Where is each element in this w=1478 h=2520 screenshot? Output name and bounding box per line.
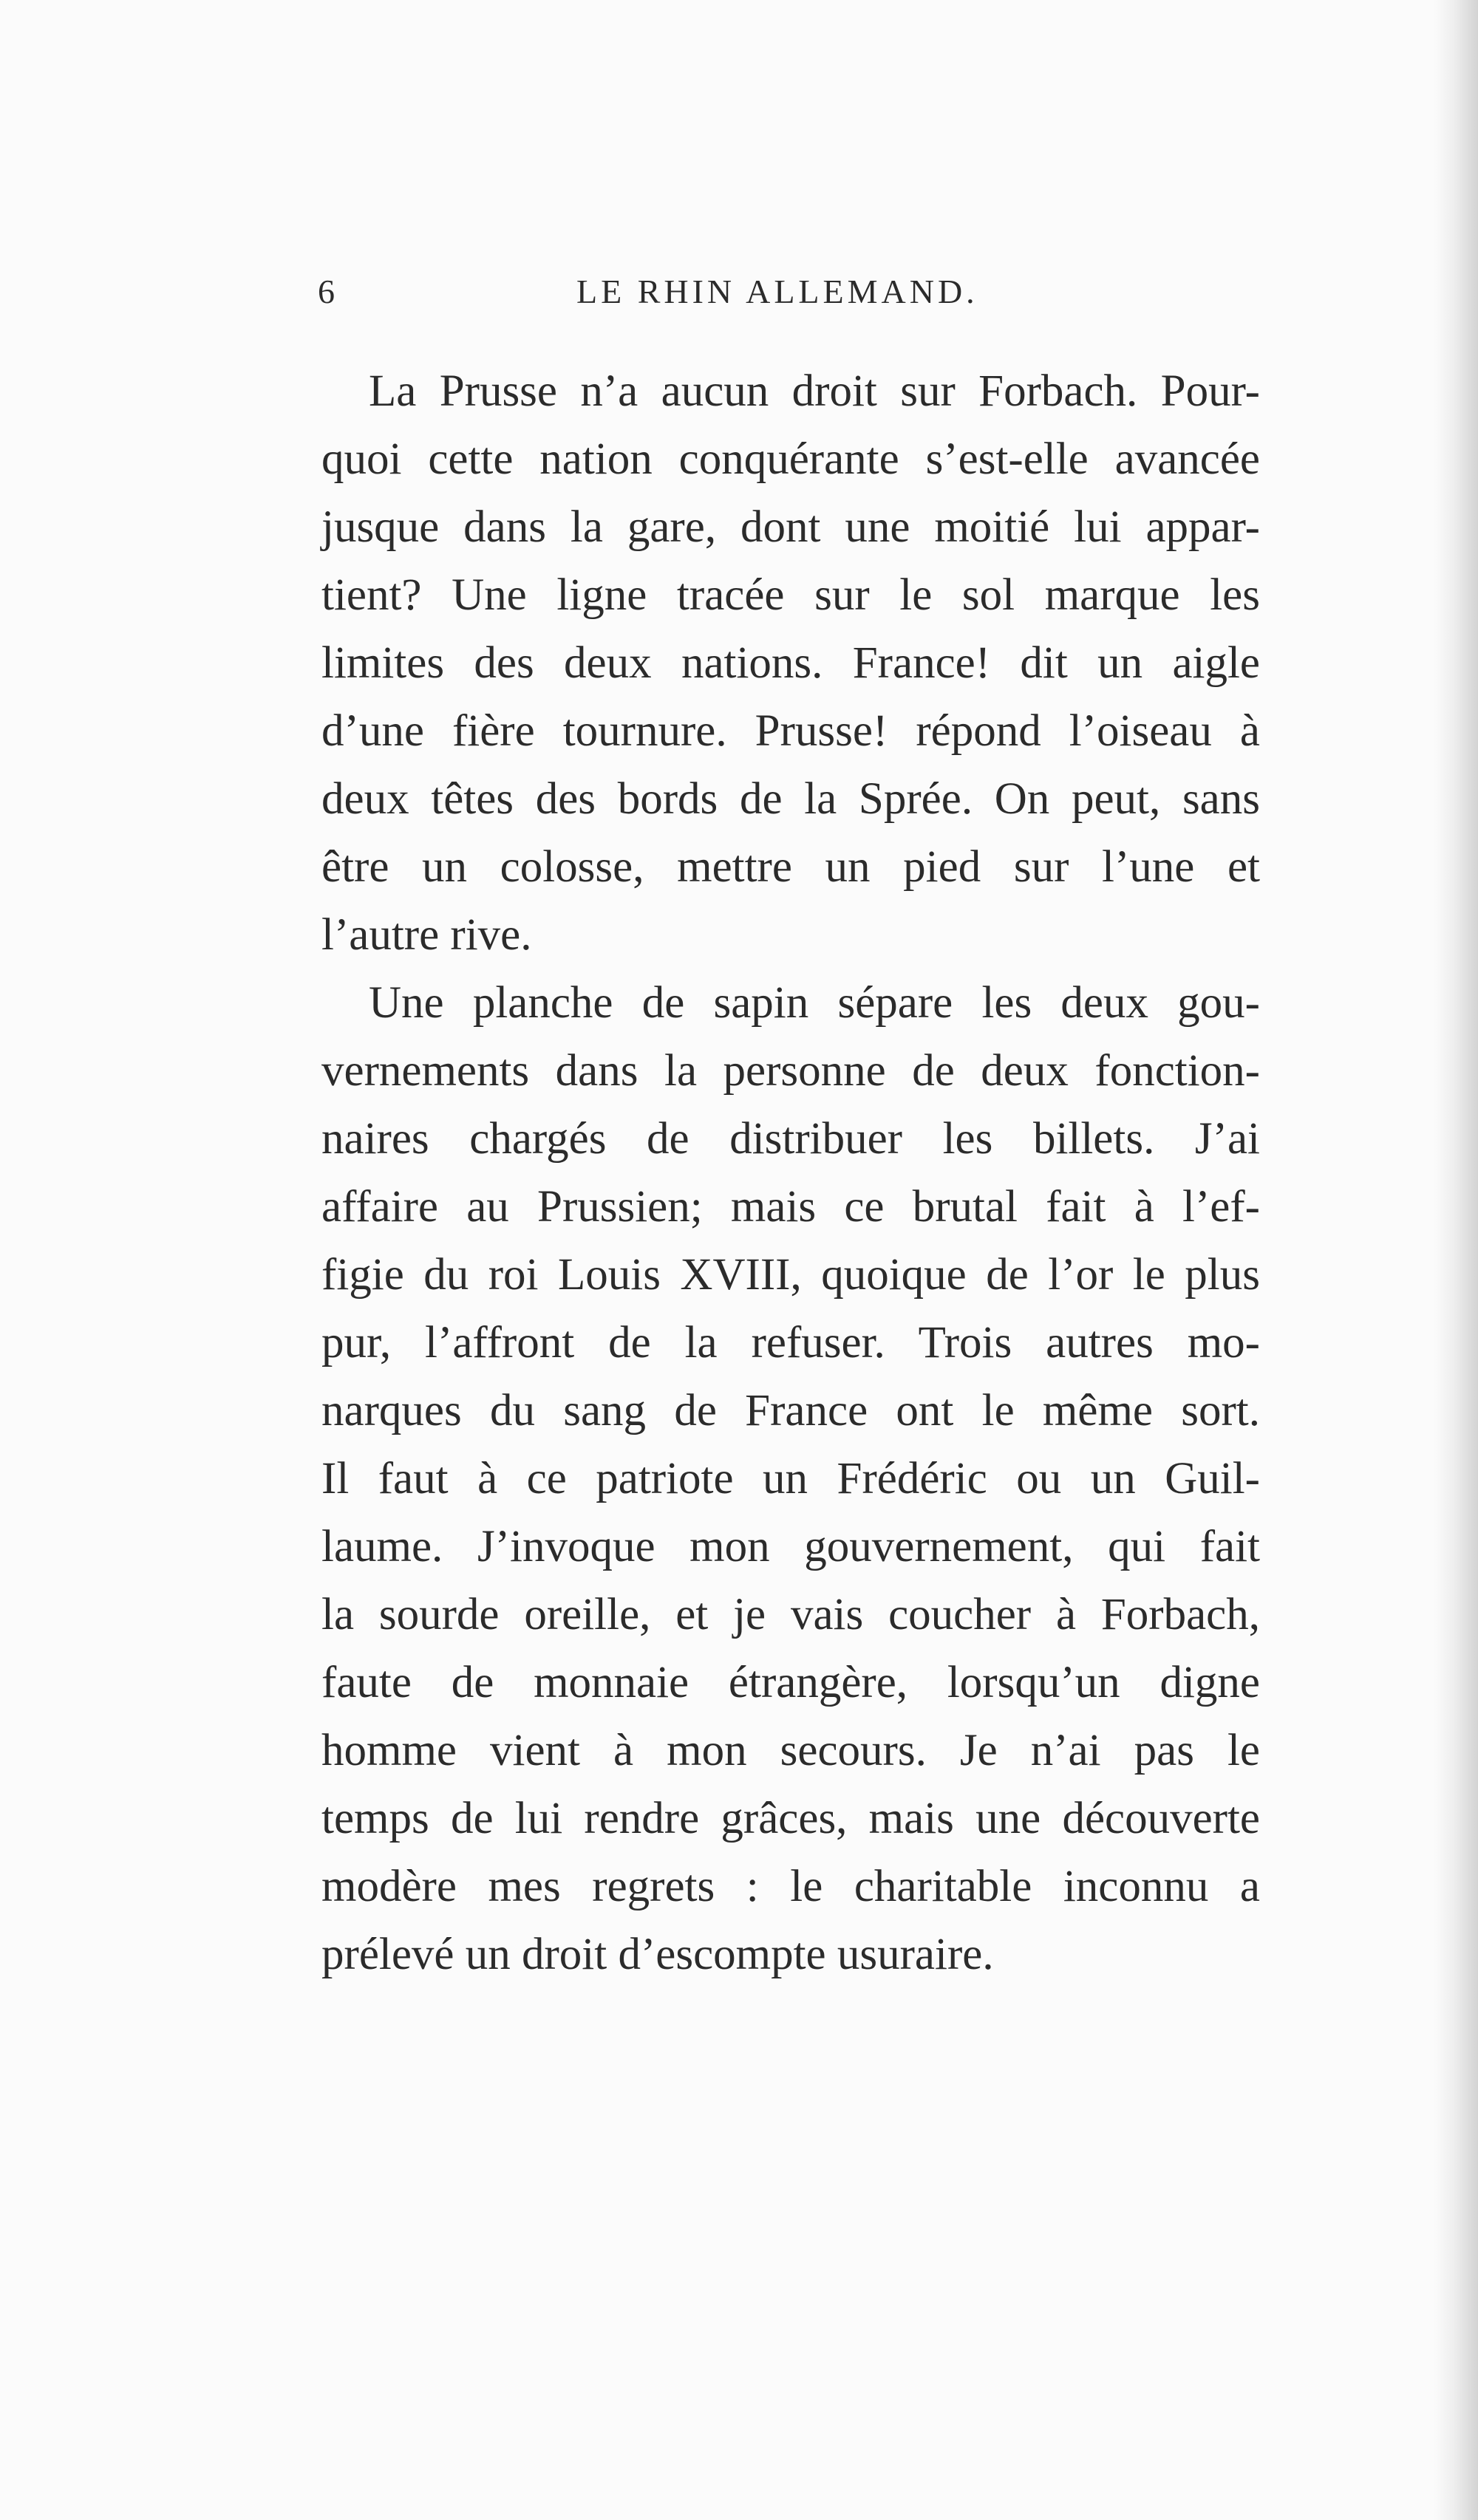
text-line: quoi cette nation conquérante s’est-elle avancée [321,434,1260,484]
text-line: jusque dans la gare, dont une moitié lui appar- [321,502,1260,552]
running-header [318,272,1264,316]
text-line: Il faut à ce patriote un Frédéric ou un Guil- [321,1454,1260,1503]
text-line: l’autre rive. [321,910,532,960]
text-line: la sourde oreille, et je vais coucher à Forbach, [321,1590,1260,1639]
page-number: 6 [318,273,336,310]
text-line: d’une fière tournure. Prusse! répond l’oiseau à [321,706,1260,756]
text-line: prélevé un droit d’escompte usuraire. [321,1930,994,1979]
text-line: tient? Une ligne tracée sur le sol marque les [321,570,1260,620]
text-line: narques du sang de France ont le même sort. [321,1386,1260,1435]
text-line: affaire au Prussien; mais ce brutal fait à l’ef- [321,1182,1260,1232]
text-line: laume. J’invoque mon gouvernement, qui fait [321,1522,1260,1571]
text-line: deux têtes des bords de la Sprée. On peut, sans [321,774,1260,824]
text-line: La Prusse n’a aucun droit sur Forbach. Pour- [369,366,1260,416]
paragraph-2 [321,969,1260,1989]
page-gutter-shadow [1434,0,1478,2520]
text-line: homme vient à mon secours. Je n’ai pas le [321,1726,1260,1775]
text-line: Une planche de sapin sépare les deux gou- [369,978,1260,1028]
text-line: modère mes regrets : le charitable inconnu a [321,1862,1260,1911]
text-line: être un colosse, mettre un pied sur l’une et [321,842,1260,892]
running-title: LE RHIN ALLEMAND. [576,273,978,310]
text-line: faute de monnaie étrangère, lorsqu’un digne [321,1658,1260,1707]
text-line: figie du roi Louis XVIII, quoique de l’or le plus [321,1250,1260,1300]
paragraph-1 [321,358,1260,969]
text-line: naires chargés de distribuer les billets. J’ai [321,1114,1260,1164]
text-line: temps de lui rendre grâces, mais une découverte [321,1794,1260,1843]
body-text [321,358,1260,1989]
text-line: vernements dans la personne de deux fonction- [321,1046,1260,1096]
text-line: pur, l’affront de la refuser. Trois autres mo- [321,1318,1260,1367]
text-line: limites des deux nations. France! dit un aigle [321,638,1260,688]
